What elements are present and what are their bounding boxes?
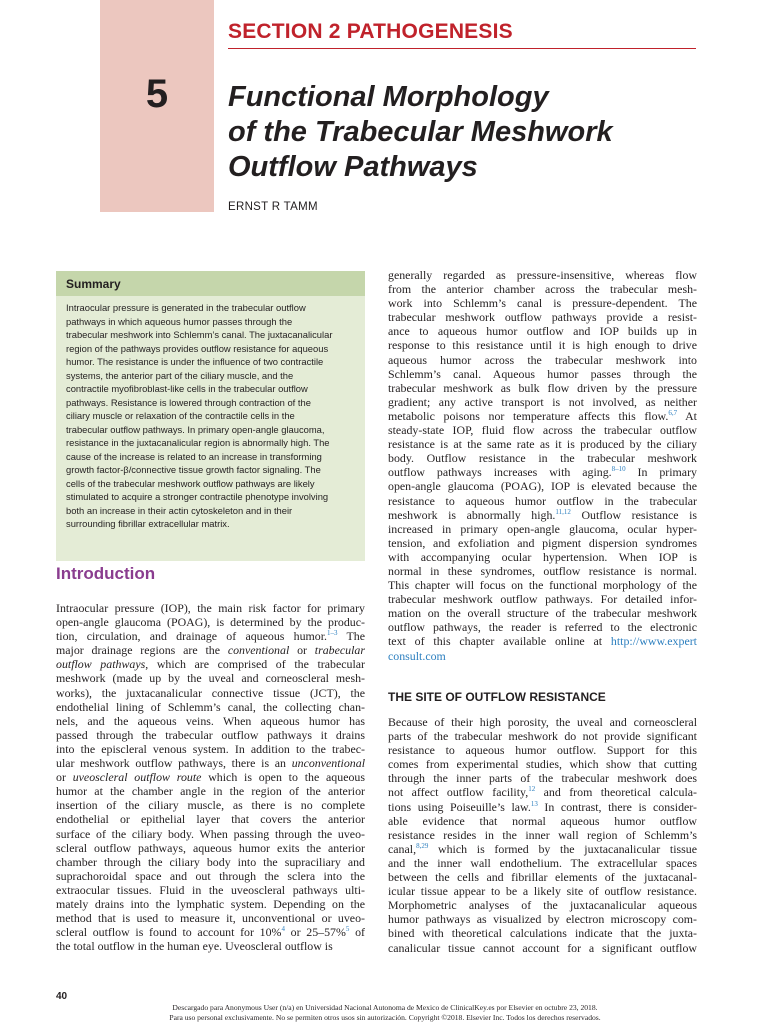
text-line: insertion of the ciliary muscle, as there is no complete [56, 798, 365, 813]
text-line: ance to aqueous humor outflow and IOP builds up in [388, 324, 697, 339]
text-line: increased in primary open-angle glaucoma, ocular hyper- [388, 521, 697, 536]
text-line: canalicular tissue cannot account for a significant outflow [388, 940, 697, 955]
text-line: Schlemm’s canal. Aqueous humor passes through the [388, 366, 697, 381]
text-line: scleral outflow is found to account for 10%$^4$ or 25–57%$^5$ of [56, 925, 365, 940]
summary-line: pathways in which aqueous humor passes through the [66, 315, 293, 327]
text-line: outflow pathways, which are comprised of the trabecular [56, 657, 366, 672]
summary-line: cause of the increase is related to an increase in transforming [66, 450, 322, 462]
text-line: Morphometric analyses of the juxtacanalicular aqueous [388, 898, 697, 913]
title-line: of the Trabecular Meshwork [228, 116, 613, 148]
citation-ref: 13 [530, 799, 538, 808]
citation-ref: 1–3 [327, 629, 338, 638]
text-line: meshwork is abnormally high.$^{11,12}$ Outflow resistance is [388, 507, 698, 522]
text-line: bined with theoretical calculations indicate that the juxta- [388, 926, 697, 941]
text-line: body. Outflow resistance in the trabecular meshwork [388, 451, 697, 466]
text-line: scleral outflow pathways, aqueous humor exits the anterior [56, 840, 365, 855]
text-line: into the episcleral venous system. In addition to the trabec- [56, 741, 365, 756]
text-line: resistance to aqueous humor outflow. Support for this [388, 743, 697, 758]
citation-ref: 12 [528, 785, 536, 794]
text-line: aqueous humor across the trabecular meshwork into [388, 352, 697, 367]
text-line: through the inner parts of the trabecular meshwork does [388, 771, 697, 786]
chapter-number: 5 [145, 72, 169, 116]
text-line: Because of their high porosity, the uveal and corneoscleral [388, 715, 697, 729]
text-line: chamber through the ciliary body into the supraciliary and [56, 854, 365, 869]
text-line: endothelial lining of Schlemm’s canal, the collecting chan- [56, 699, 365, 714]
text-line: and the inner wall endothelium. The extracellular spaces [388, 855, 697, 870]
text-line: mately drains into the lymphatic system. Depending on the [56, 896, 365, 911]
summary-line: surrounding fibrillar extracellular matrix. [66, 518, 230, 529]
introduction-body [56, 601, 365, 953]
text-line: canal,$^{8,29}$ which is formed by the juxtacanalicular tissue [388, 841, 697, 856]
citation-ref: 8–10 [611, 465, 626, 474]
summary-line: trabecular outflow pathways. In primary open-angle glaucoma, [66, 423, 325, 435]
text-line: text of this chapter available online at http://www.expert [388, 634, 697, 649]
copyright-line: Para uso personal exclusivamente. No se permiten otros usos sin autorización. Copyright ©2018. Elsevier Inc. Todos los derechos reservados. [169, 1013, 601, 1022]
summary-line: cells of the trabecular meshwork outflow pathways are likely [66, 477, 315, 489]
summary-line: humor. The resistance is under the influence of two contractile [66, 356, 324, 367]
citation-ref: 5 [345, 925, 350, 934]
text-line: parts of the trabecular meshwork do not provide significant [388, 729, 697, 744]
text-line: suprachoroidal space and out through the sclera into the [56, 868, 365, 883]
text-line: not affect outflow facility,$^{12}$ and from theoretical calcula- [388, 785, 697, 800]
author-name: ERNST R TAMM [228, 201, 318, 213]
summary-line: stimulated to acquire a stronger contractile phenotype involving [66, 491, 329, 502]
text-line: metabolic poisons nor temperature affects this flow.$^{6,7}$ At [388, 408, 697, 423]
text-line: work into Schlemm’s canal is pressure-dependent. The [388, 296, 697, 311]
citation-ref: 4 [281, 925, 285, 934]
text-line: extraocular tissues. Fluid in the uveoscleral pathways ulti- [56, 882, 365, 897]
text-line: generally regarded as pressure-insensitive, whereas flow [388, 268, 697, 282]
summary-heading: Summary [56, 271, 365, 296]
outflow-resistance-heading: THE SITE OF OUTFLOW RESISTANCE [388, 690, 606, 704]
text-line: able evidence that normal aqueous humor outflow [388, 813, 697, 828]
summary-line: region of the pathways provides outflow resistance for aqueous [66, 342, 329, 354]
text-line: between the cells and fibrillar elements of the juxtacanal- [388, 870, 697, 885]
text-line [388, 649, 697, 663]
introduction-heading: Introduction [56, 564, 156, 583]
text-line: mation on the overall structure of the trabecular meshwork [388, 606, 697, 621]
text-line: works), the juxtacanalicular connective tissue (JCT), the [56, 685, 365, 700]
page-number: 40 [56, 991, 68, 1002]
text-line: resistance to aqueous humor outflow in the trabecular [388, 493, 697, 508]
summary-line: pathways. Resistance is lowered through contraction of the [66, 396, 311, 408]
text-line: Intraocular pressure (IOP), the main risk factor for primary [56, 601, 365, 615]
text-line: open-angle glaucoma (POAG), is determined by the produc- [56, 615, 365, 630]
text-line: humor at the chamber angle in the region of the anterior [56, 784, 365, 799]
citation-ref: 6,7 [668, 408, 678, 417]
summary-line: both an increase in their actin cytoskeleton and in their [66, 504, 293, 516]
text-line: trabecular meshwork as bulk flow driven by the pressure [388, 380, 697, 395]
text-line: ular meshwork outflow pathways, there is an unconventional [56, 756, 365, 771]
section-heading: SECTION 2 PATHOGENESIS [228, 20, 513, 43]
download-notice [60, 1003, 710, 1023]
text-line: comes from experimental studies, which show that cutting [388, 757, 697, 772]
text-line: steady-state IOP, fluid flow across the trabecular outflow [388, 423, 697, 438]
text-line: meshwork (made up by the uveal and corneoscleral mesh- [56, 671, 365, 686]
italic-term: trabecular [314, 643, 365, 658]
right-column-body [388, 268, 697, 663]
italic-term: uveoscleral outflow route [72, 770, 202, 785]
text-line: outflow pathways, the reader is referred to the electronic [388, 620, 697, 635]
text-line: resistance resides in the inner wall region of Schlemm’s [388, 827, 697, 842]
italic-term: outflow pathways [56, 657, 146, 672]
text-line: open-angle glaucoma (POAG), IOP is elevated because the [388, 479, 697, 494]
summary-line: resistance in the juxtacanalicular region is abnormally high. The [66, 437, 330, 448]
text-line: tion, circulation, and drainage of aqueous humor.$^{1-3}$ The [56, 629, 366, 644]
text-line: humor pathways as visualized by electron microscopy com- [388, 912, 697, 927]
url-link[interactable]: consult.com [388, 648, 446, 663]
summary-line: ciliary muscle or relaxation of the contractile cells in the [66, 410, 295, 421]
text-line: nels, and the aqueous veins. When aqueous humor has [56, 713, 365, 728]
text-line: trabecular meshwork outflow pathways provide a resist- [388, 310, 697, 325]
citation-ref: 11,12 [555, 507, 571, 516]
section-rule [228, 48, 696, 49]
text-line: surface of the ciliary body. When passing through the uveo- [56, 826, 365, 841]
url-link[interactable]: http://www.expert [610, 634, 697, 649]
text-line: passed through the trabecular outflow pathways it drains [56, 727, 365, 742]
text-line: endothelial or epithelial layer that covers the anterior [56, 812, 365, 827]
summary-box [56, 271, 365, 561]
text-line: the total outflow in the human eye. Uveoscleral outflow is [56, 939, 333, 954]
italic-term: conventional [227, 643, 290, 658]
text-line: major drainage regions are the conventional or trabecular [56, 643, 365, 658]
title-line: Functional Morphology [228, 81, 549, 113]
italic-term: unconventional [291, 756, 365, 771]
text-line: or uveoscleral outflow route which is open to the aqueous [56, 770, 365, 785]
summary-text [56, 296, 365, 531]
text-line: from the anterior chamber across the trabecular mesh- [388, 282, 697, 297]
summary-line: contractile myofibroblast-like cells in the trabecular outflow [66, 383, 308, 394]
text-line: normal in these syndromes, outflow resistance is normal. [388, 563, 697, 578]
outflow-resistance-body [388, 715, 697, 955]
text-line: resistance is at the same rate as it is produced by the ciliary [388, 437, 697, 452]
chapter-title [228, 80, 698, 185]
text-line: tions using Poiseuille’s law.$^{13}$ In contrast, there is consider- [388, 799, 697, 814]
text-line: trabecular meshwork outflow pathways. For detailed infor- [388, 592, 697, 607]
download-notice-line: Descargado para Anonymous User (n/a) en Universidad Nacional Autonoma de Mexico de ClinicalKey.es por Elsevier en octubre 23, 2018. [172, 1003, 598, 1012]
summary-line: trabecular meshwork into Schlemm’s canal. The juxtacanalicular [66, 329, 333, 340]
text-line: gradient; any active transport is not involved, as neither [388, 394, 697, 409]
text-line: with accompanying ocular hypertension. When IOP is [388, 549, 697, 564]
title-line: Outflow Pathways [228, 151, 478, 183]
summary-line: growth factor-β/connective tissue growth factor signaling. The [66, 464, 321, 475]
text-line: This chapter will focus on the functional morphology of the [388, 578, 697, 593]
citation-ref: 8,29 [416, 841, 429, 850]
text-line: tension, and exfoliation and pigment dispersion syndromes [388, 535, 697, 550]
text-line: outflow pathways increases with aging.$^{8-10}$ In primary [388, 465, 697, 480]
text-line: response to this resistance until it is high enough to drive [388, 338, 697, 353]
summary-line: systems, the anterior part of the ciliary muscle, and the [66, 369, 294, 381]
text-line: method that is used to measure it, unconventional or uveo- [56, 911, 365, 926]
summary-line: Intraocular pressure is generated in the trabecular outflow [66, 302, 306, 313]
text-line: icular tissue appear to be a likely site of outflow resistance. [388, 884, 697, 899]
